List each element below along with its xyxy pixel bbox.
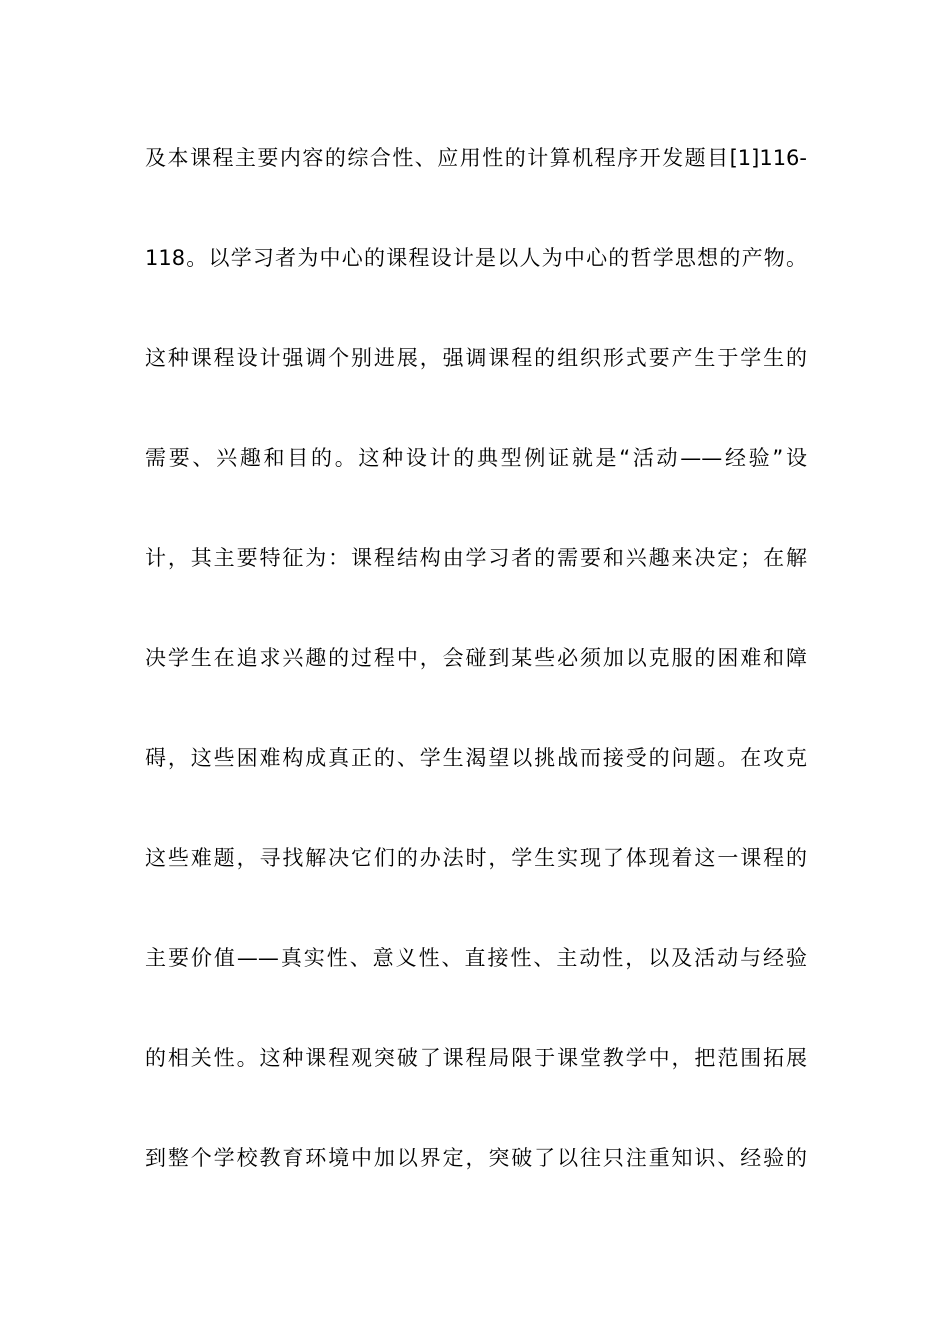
text-line: 主要价值——真实性、意义性、直接性、主动性，以及活动与经验	[145, 946, 807, 970]
text-line: 决学生在追求兴趣的过程中，会碰到某些必须加以克服的困难和障	[145, 646, 807, 670]
text-line: 计，其主要特征为：课程结构由学习者的需要和兴趣来决定；在解	[145, 546, 807, 570]
text-line: 碍，这些困难构成真正的、学生渴望以挑战而接受的问题。在攻克	[145, 746, 807, 770]
body-text	[145, 133, 807, 1233]
text-line: 118。以学习者为中心的课程设计是以人为中心的哲学思想的产物。	[145, 246, 807, 270]
text-line: 这些难题，寻找解决它们的办法时，学生实现了体现着这一课程的	[145, 846, 807, 870]
text-line: 这种课程设计强调个别进展，强调课程的组织形式要产生于学生的	[145, 346, 807, 370]
text-line: 到整个学校教育环境中加以界定，突破了以往只注重知识、经验的	[145, 1146, 807, 1170]
text-line: 的相关性。这种课程观突破了课程局限于课堂教学中，把范围拓展	[145, 1046, 807, 1070]
text-line: 需要、兴趣和目的。这种设计的典型例证就是“活动——经验”设	[145, 446, 807, 470]
text-line: 及本课程主要内容的综合性、应用性的计算机程序开发题目[1]116-	[145, 146, 807, 170]
